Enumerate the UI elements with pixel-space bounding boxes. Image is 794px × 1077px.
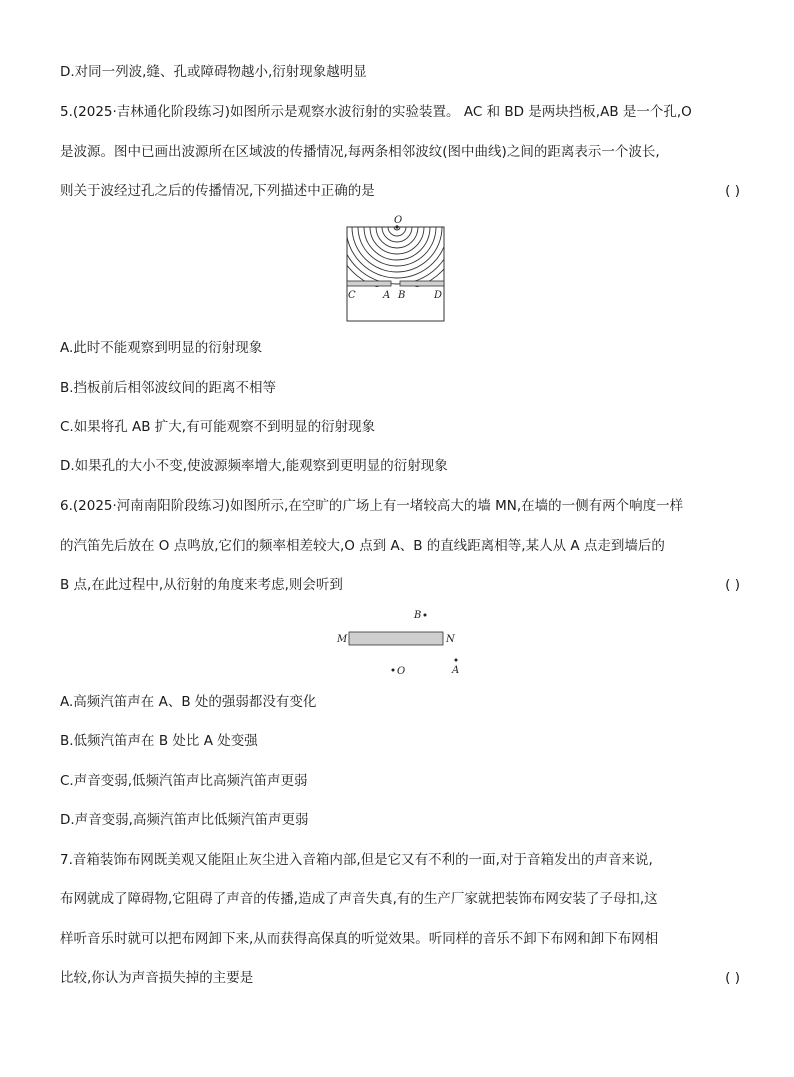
answer-parentheses: ( ) (725, 970, 740, 986)
question-5-option-b: B.挡板前后相邻波纹间的距离不相等 (60, 380, 277, 396)
label-a: A (452, 665, 460, 676)
question-6-line-3 (60, 575, 740, 595)
question-5-option-a: A.此时不能观察到明显的衍射现象 (60, 340, 263, 356)
question-6-stem-end: B 点,在此过程中,从衍射的角度来考虑,则会听到 (60, 577, 343, 593)
label-c: C (348, 290, 356, 301)
wave-diffraction-figure (345, 213, 447, 325)
answer-parentheses: ( ) (725, 183, 740, 199)
question-7-line-3: 样听音乐时就可以把布网卸下来,从而获得高保真的听觉效果。听同样的音乐不卸下布网和卸下布网相 (60, 931, 659, 947)
question-6-option-b: B.低频汽笛声在 B 处比 A 处变强 (60, 733, 258, 749)
question-5-line-3 (60, 181, 740, 201)
question-6-line-1: 6.(2025·河南南阳阶段练习)如图所示,在空旷的广场上有一堵较高大的墙 MN,在墙的一侧有两个响度一样 (60, 498, 684, 514)
point-a (455, 659, 458, 662)
question-7-line-2: 布网就成了障碍物,它阻碍了声音的传播,造成了声音失真,有的生产厂家就把装饰布网安装了子母扣,这 (60, 891, 658, 907)
point-o (392, 669, 395, 672)
label-a: A (383, 290, 391, 301)
question-5-stem-end: 则关于波经过孔之后的传播情况,下列描述中正确的是 (60, 183, 375, 199)
wall-figure (334, 604, 464, 680)
answer-parentheses: ( ) (725, 577, 740, 593)
label-n: N (446, 634, 455, 645)
question-5-line-1: 5.(2025·吉林通化阶段练习)如图所示是观察水波衍射的实验装置。 AC 和 BD 是两块挡板,AB 是一个孔,O (60, 104, 692, 120)
label-b: B (398, 290, 406, 301)
question-6-line-2: 的汽笛先后放在 O 点鸣放,它们的频率相差较大,O 点到 A、B 的直线距离相等,某人从 A 点走到墙后的 (60, 538, 665, 554)
label-m: M (337, 634, 348, 645)
question-7-stem-end: 比较,你认为声音损失掉的主要是 (60, 970, 254, 986)
point-b (424, 614, 427, 617)
label-o: O (397, 666, 406, 677)
question-5-line-2: 是波源。图中已画出波源所在区域波的传播情况,每两条相邻波纹(图中曲线)之间的距离表示一个波长, (60, 144, 660, 160)
label-b: B (414, 610, 422, 621)
question-7-line-1: 7.音箱装饰布网既美观又能阻止灰尘进入音箱内部,但是它又有不利的一面,对于音箱发出的声音来说, (60, 852, 653, 868)
question-6-option-c: C.声音变弱,低频汽笛声比高频汽笛声更弱 (60, 773, 308, 789)
option-d-previous: D.对同一列波,缝、孔或障碍物越小,衍射现象越明显 (60, 64, 367, 80)
question-5-option-d: D.如果孔的大小不变,使波源频率增大,能观察到更明显的衍射现象 (60, 458, 448, 474)
barrier-bd (400, 281, 444, 286)
question-7-line-4 (60, 968, 740, 988)
question-6-option-a: A.高频汽笛声在 A、B 处的强弱都没有变化 (60, 694, 317, 710)
label-o: O (394, 215, 403, 226)
question-5-option-c: C.如果将孔 AB 扩大,有可能观察不到明显的衍射现象 (60, 419, 376, 435)
label-d: D (434, 290, 443, 301)
wall-mn (349, 632, 443, 645)
question-6-option-d: D.声音变弱,高频汽笛声比低频汽笛声更弱 (60, 812, 309, 828)
barrier-ac (347, 281, 391, 286)
